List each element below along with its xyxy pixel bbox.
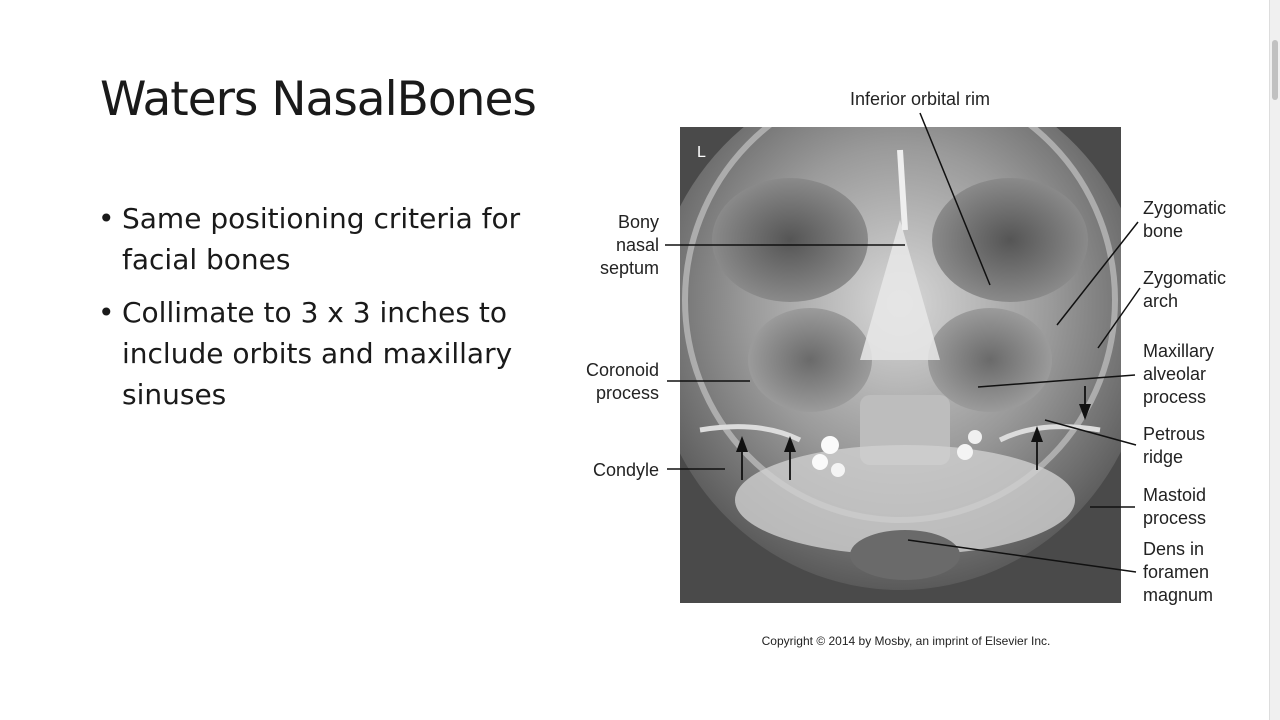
label-coronoid-process [586, 360, 659, 403]
label-line: magnum [1143, 585, 1214, 605]
copyright-caption: Copyright © 2014 by Mosby, an imprint of Elsevier Inc. [761, 634, 1051, 648]
vertical-scrollbar[interactable] [1269, 0, 1280, 720]
label-line: Bony [617, 212, 659, 232]
label-line: Zygomatic [1143, 268, 1227, 288]
slide-title: Waters NasalBones [100, 72, 536, 127]
label-inferior-orbital-rim: Inferior orbital rim [849, 89, 991, 109]
bullet-item: • Collimate to 3 x 3 inches to include orbits and maxillary sinuses [98, 292, 538, 415]
xray-image [650, 70, 1150, 603]
label-line: process [1143, 387, 1207, 407]
label-line: arch [1143, 291, 1179, 311]
label-line: alveolar [1143, 364, 1207, 384]
label-line: Coronoid [585, 360, 659, 380]
label-line: Zygomatic [1143, 198, 1227, 218]
label-line: bone [1143, 221, 1184, 241]
label-petrous-ridge [1143, 424, 1205, 467]
label-line: Maxillary [1143, 341, 1215, 361]
label-line: septum [599, 258, 659, 278]
label-line: foramen [1143, 562, 1210, 582]
label-line: process [1143, 508, 1207, 528]
label-line: Dens in [1143, 539, 1205, 559]
label-line: process [595, 383, 659, 403]
label-zygomatic-arch [1143, 268, 1226, 311]
side-marker: L [697, 144, 706, 161]
label-condyle: Condyle [592, 460, 659, 480]
label-line: nasal [615, 235, 659, 255]
label-zygomatic-bone [1143, 198, 1226, 241]
label-line: Petrous [1143, 424, 1206, 444]
scrollbar-thumb[interactable] [1272, 40, 1278, 100]
bullet-item: • Same positioning criteria for facial bones [98, 198, 538, 280]
label-line: ridge [1143, 447, 1184, 467]
label-mastoid-process [1143, 485, 1206, 528]
label-bony-nasal-septum [600, 212, 659, 278]
label-line: Mastoid [1143, 485, 1207, 505]
label-dens-in-foramen-magnum [1143, 539, 1213, 605]
label-maxillary-alveolar-process [1143, 341, 1214, 407]
